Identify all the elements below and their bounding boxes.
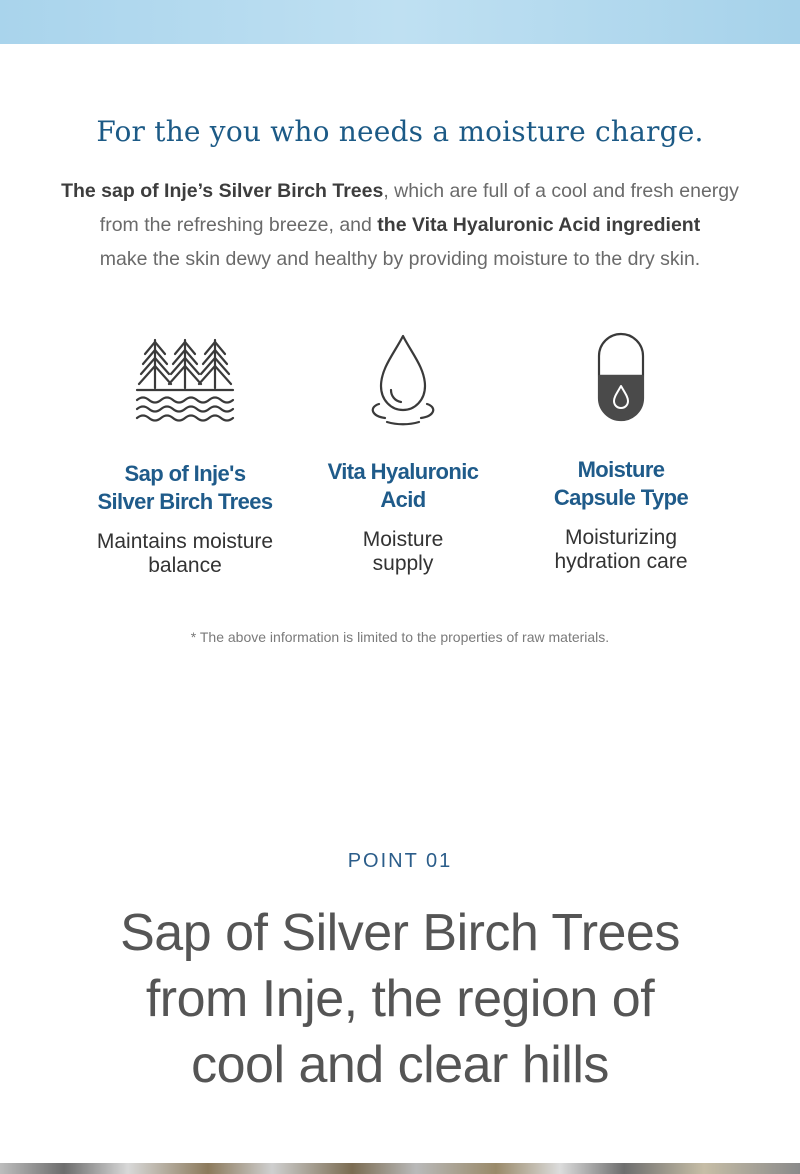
intro-text: , which are full of a cool and fresh energy [383, 180, 739, 202]
intro-line-3: make the skin dewy and healthy by providing moisture to the dry skin. [99, 248, 701, 270]
intro-highlight-birch-sap: The sap of Inje’s Silver Birch Trees [61, 180, 384, 202]
point-label: POINT 01 [347, 850, 453, 872]
intro-line-2 [40, 208, 760, 242]
feature-description: Moisture supply [362, 528, 444, 575]
intro-line-1 [40, 174, 760, 208]
birch-forest-photo-strip [0, 1163, 800, 1174]
capsule-icon [511, 330, 731, 440]
feature-title: Vita Hyaluronic Acid [327, 459, 479, 512]
feature-description: Moisturizing hydration care [554, 526, 688, 573]
section-headline: For the you who needs a moisture charge. [96, 115, 704, 148]
feature-description: Maintains moisture balance [96, 530, 274, 577]
top-sky-banner [0, 0, 800, 44]
feature-title: Sap of Inje's Silver Birch Trees [97, 461, 273, 514]
point-title: Sap of Silver Birch Trees from Inje, the region of cool and clear hills [120, 904, 680, 1094]
intro-text: from the refreshing breeze, and [99, 214, 378, 236]
intro-paragraph [40, 174, 760, 276]
feature-hyaluronic-acid [293, 330, 513, 576]
disclaimer-note: * The above information is limited to the properties of raw materials. [190, 629, 610, 645]
water-drop-icon [293, 330, 513, 440]
feature-birch-sap [75, 330, 295, 578]
feature-moisture-capsule [511, 330, 731, 574]
feature-title: Moisture Capsule Type [553, 457, 689, 510]
intro-highlight-hyaluronic: the Vita Hyaluronic Acid ingredient [377, 214, 701, 236]
trees-icon [75, 330, 295, 440]
